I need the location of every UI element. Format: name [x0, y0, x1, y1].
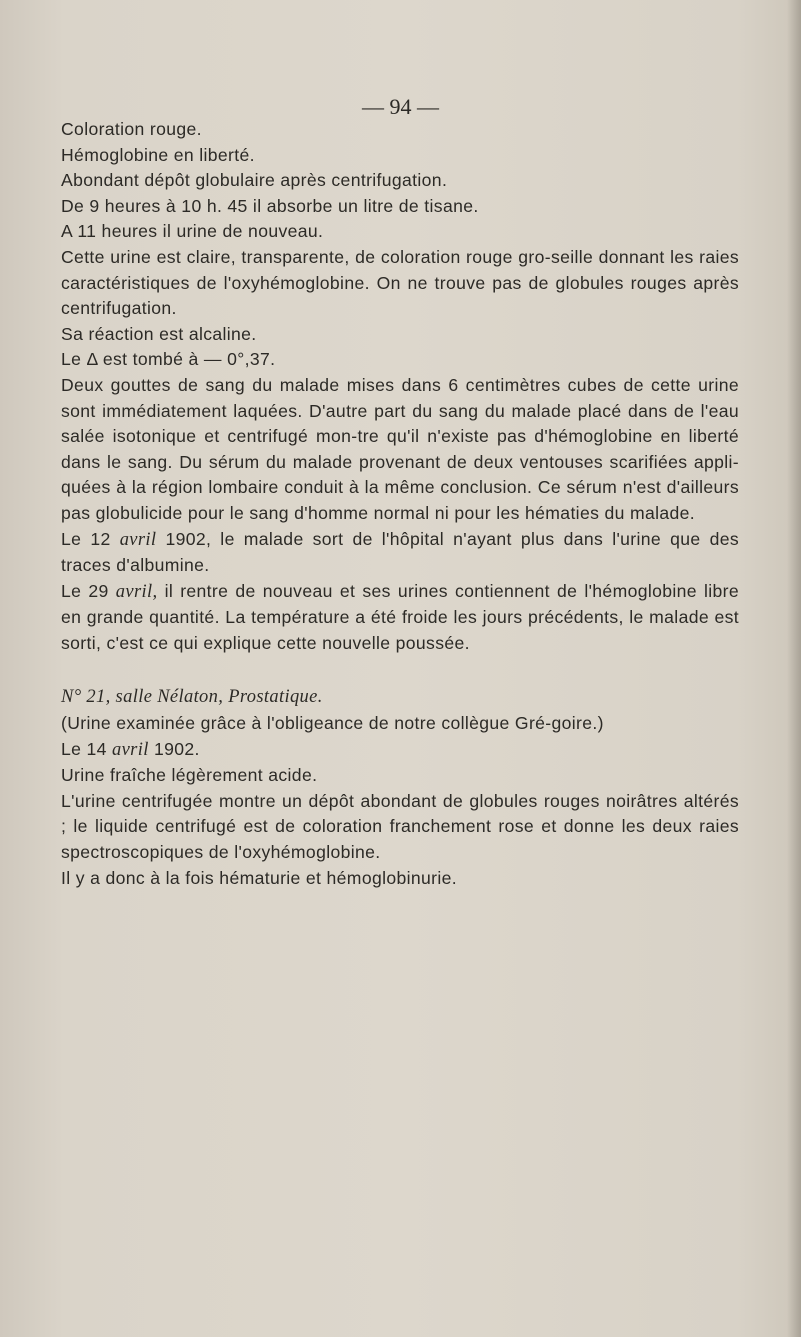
paragraph: Urine fraîche légèrement acide.: [61, 765, 318, 786]
paragraph: [61, 737, 739, 764]
paragraph: A 11 heures il urine de nouveau.: [61, 221, 324, 242]
paragraph: Abondant dépôt globulaire après centrifugation.: [61, 170, 448, 191]
paragraph: [61, 579, 739, 657]
paragraph: Sa réaction est alcaline.: [61, 323, 257, 344]
paragraph-text: Le 29: [61, 580, 116, 601]
paragraph: Le Δ est tombé à — 0°,37.: [61, 349, 276, 370]
paragraph: Coloration rouge.: [61, 119, 202, 139]
paragraph: Hémoglobine en liberté.: [61, 144, 255, 165]
paragraph: Il y a donc à la fois hématurie et hémoglobinurie.: [61, 867, 457, 888]
page-edge-shadow: [787, 0, 801, 1337]
body-text: [61, 117, 739, 891]
section-title: [61, 684, 739, 711]
paragraph: De 9 heures à 10 h. 45 il absorbe un litre de tisane.: [61, 195, 479, 216]
emphasis: avril: [119, 529, 157, 550]
paragraph: (Urine examinée grâce à l'obligeance de notre collègue Gré-goire.): [61, 713, 604, 734]
paragraph-text: Le 12: [61, 528, 120, 549]
paragraph-text: 1902.: [148, 738, 200, 759]
paragraph-text: 1902, le malade sort de l'hôpital n'ayant plus dans l'urine que des traces d'albumine.: [61, 528, 739, 576]
paragraph: L'urine centrifugée montre un dépôt abondant de globules rouges noirâtres altérés ; le liquide centrifugé est de coloration franchement rose et donne les deux raies spectroscopiques de l'oxyhémoglobine.: [61, 790, 739, 863]
paragraph: Cette urine est claire, transparente, de coloration rouge gro-seille donnant les raies caractéristiques de l'oxyhémoglobine. On ne trouve pas de globules rouges après centrifugation.: [61, 246, 739, 319]
emphasis: avril: [112, 739, 149, 760]
paragraph: Deux gouttes de sang du malade mises dans 6 centimètres cubes de cette urine sont immédiatement laquées. D'autre part du sang du malade placé dans de l'eau salée isotonique et centrifugé mon-tre qu'il n'existe pas d'hémoglobine en liberté dans le sang. Du sérum du malade provenant de deux ventouses scarifiées appli-quées à la région lombaire conduit à la même conclusion. Ce sérum n'est d'ailleurs pas globulicide pour le sang d'homme normal ni pour les hématies du malade.: [61, 374, 739, 523]
emphasis: avril,: [115, 581, 158, 602]
paragraph: [61, 527, 739, 579]
page-number: — 94 —: [362, 94, 439, 119]
paragraph-text: il rentre de nouveau et ses urines contiennent de l'hémoglobine libre en grande quantité. La température a été froide les jours précédents, le malade est sorti, c'est ce qui explique cette nouvelle poussée.: [61, 580, 740, 653]
section-title-text: N° 21, salle Nélaton, Prostatique.: [61, 687, 323, 708]
paragraph-text: Le 14: [61, 738, 113, 759]
